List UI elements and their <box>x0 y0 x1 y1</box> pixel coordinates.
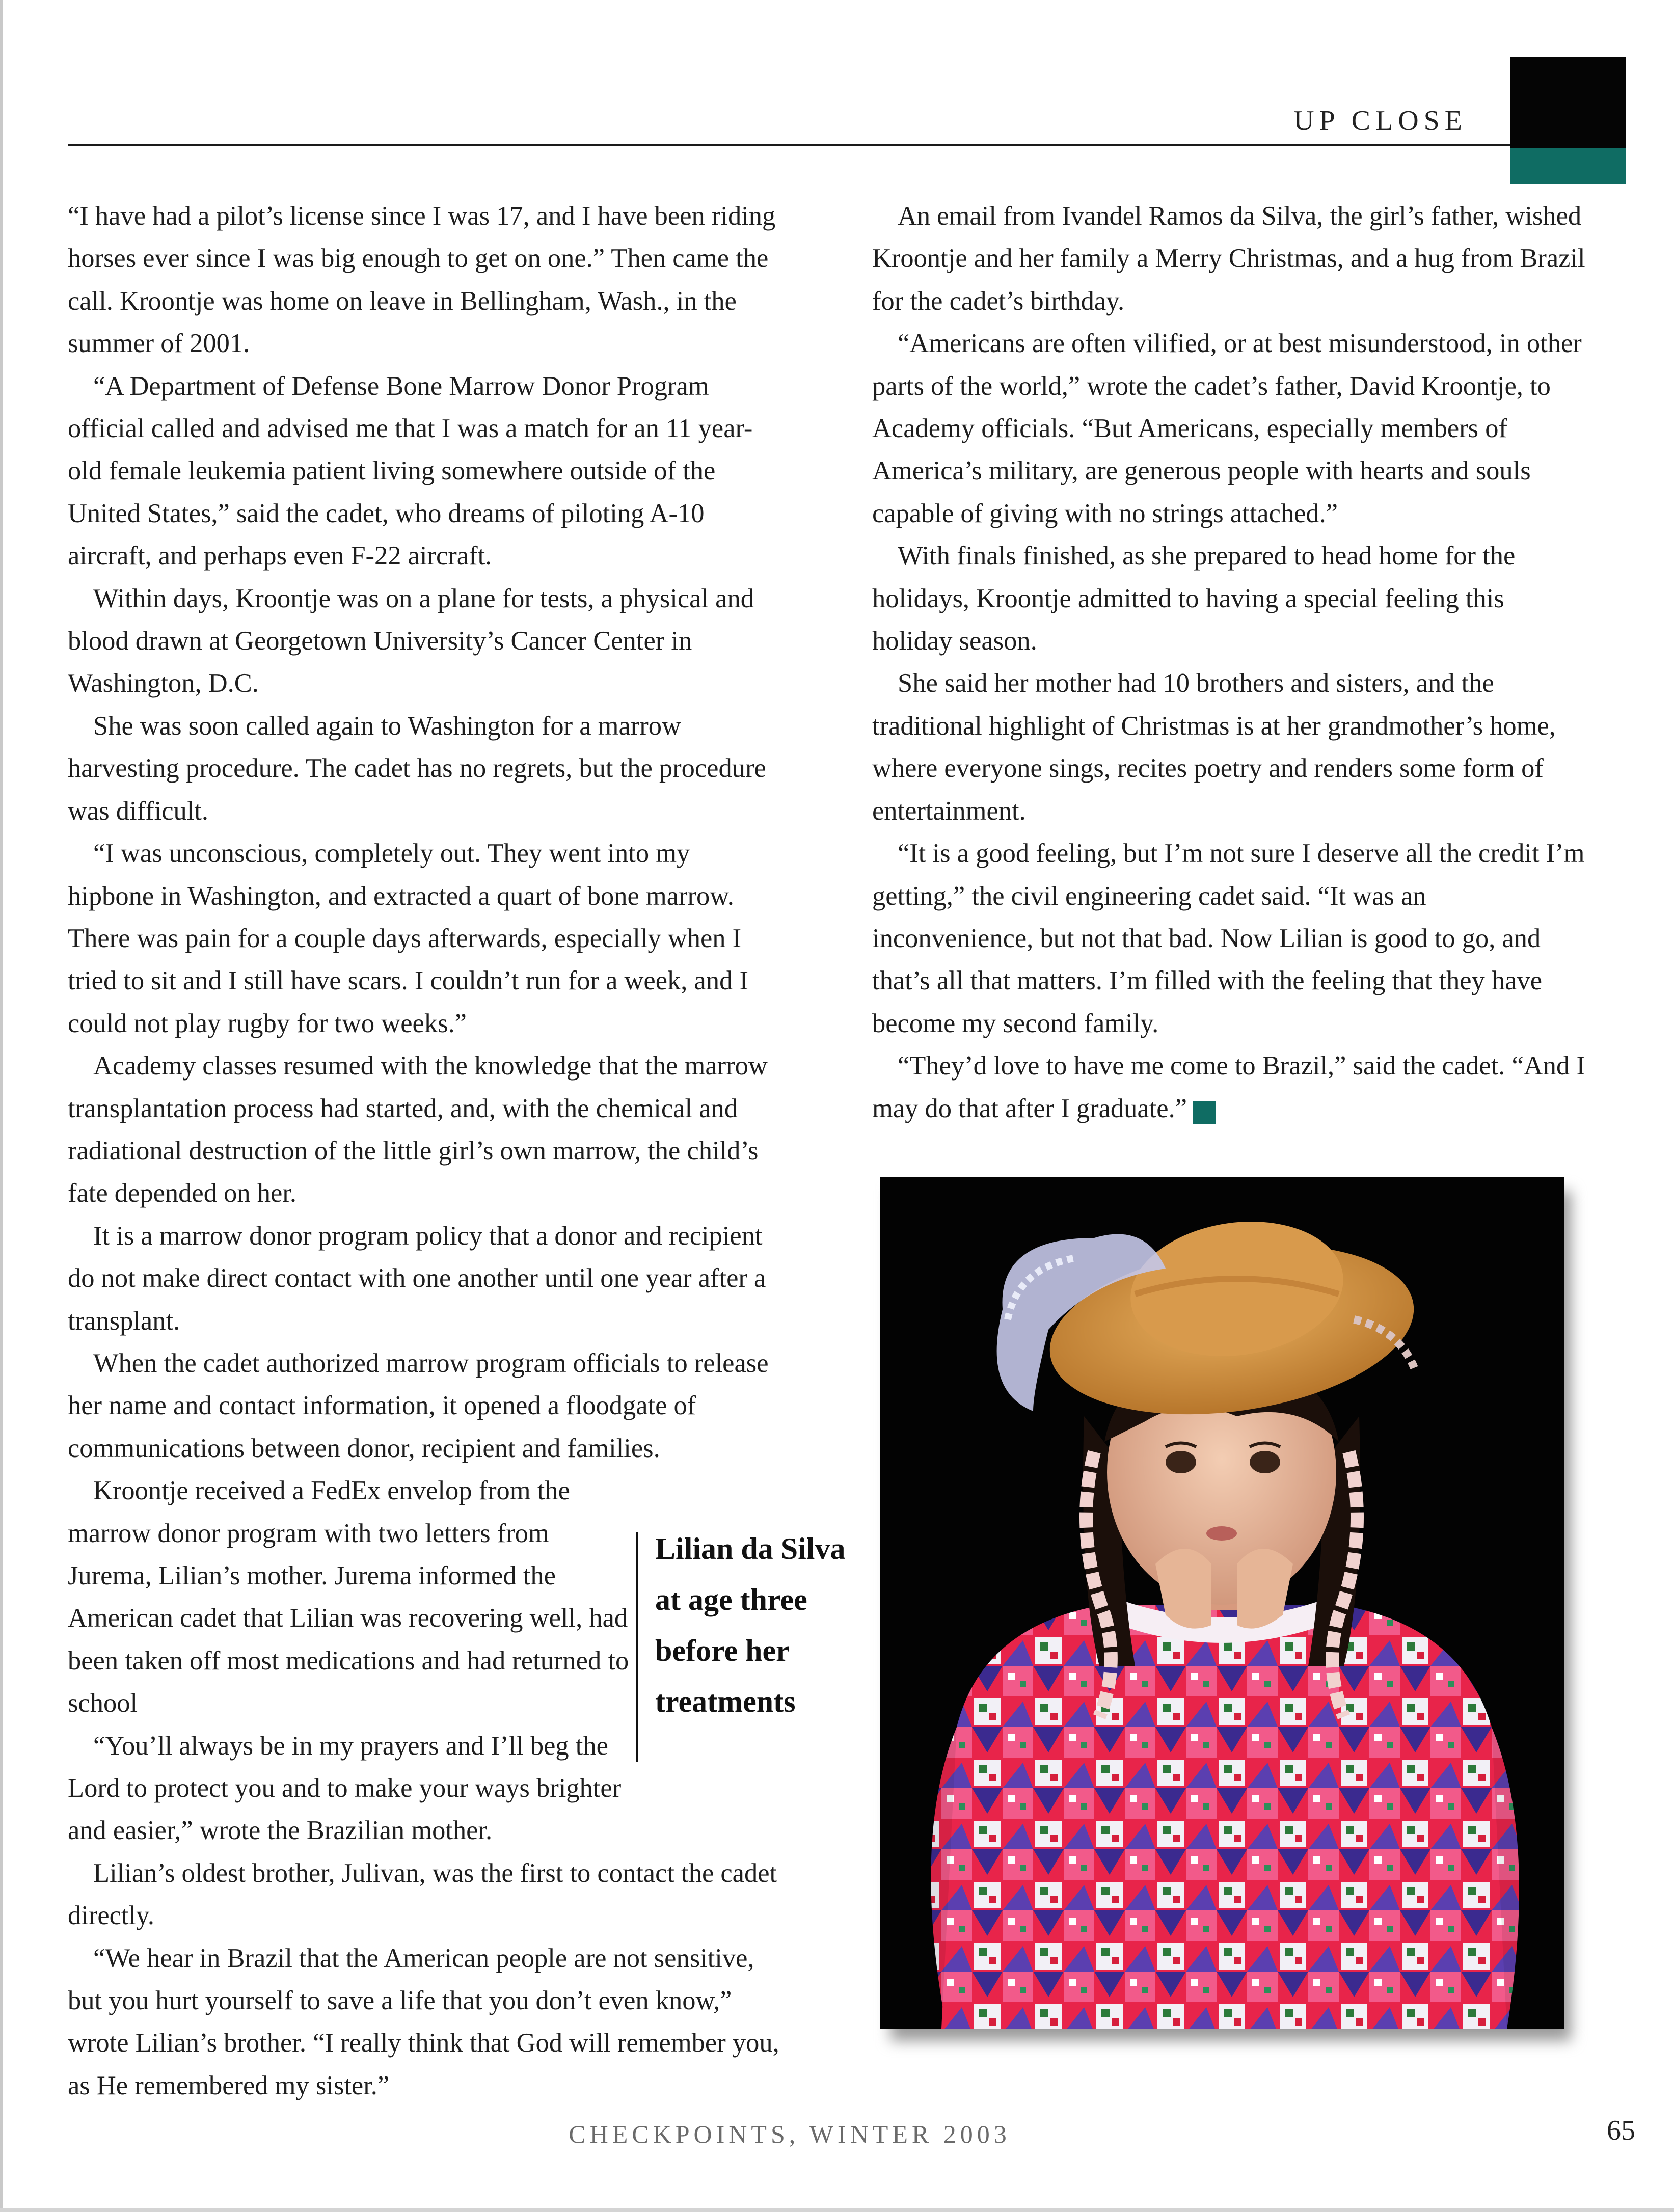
paragraph: It is a marrow donor program policy that a donor and recipient do not make direct contact with one another until one year after a transplant. <box>68 1221 766 1336</box>
paragraph: With finals finished, as she prepared to head home for the holidays, Kroontje admitted to having a special feeling this holiday season. <box>872 541 1516 656</box>
right-column <box>872 195 1585 1130</box>
paragraph: When the cadet authorized marrow program officials to release her name and contact information, it opened a floodgate of communications between donor, recipient and families. <box>68 1348 769 1463</box>
paragraph: Within days, Kroontje was on a plane for tests, a physical and blood drawn at Georgetown University’s Cancer Center in Washington, D.C. <box>68 583 754 698</box>
corner-accent <box>1510 148 1626 184</box>
photo-caption <box>655 1523 869 1727</box>
final-paragraph <box>872 1045 1585 1130</box>
paragraph: She was soon called again to Washington for a marrow harvesting procedure. The cadet has no regrets, but the procedure was difficult. <box>68 711 766 826</box>
final-paragraph-text: “They’d love to have me come to Brazil,” said the cadet. “And I may do that after I graduate.” <box>872 1051 1585 1123</box>
paragraph: “We hear in Brazil that the American people are not sensitive, but you hurt yourself to save a life that you don’t even know,” wrote Lilian’s brother. “I really think that God will remember you, as He remembered my sister.” <box>68 1943 779 2100</box>
header-rule <box>68 144 1560 146</box>
paragraph: “You’ll always be in my prayers and I’ll beg the Lord to protect you and to make your ways brighter and easier,” wrote the Brazilian mother. <box>68 1731 622 1846</box>
paragraph: “It is a good feeling, but I’m not sure I deserve all the credit I’m getting,” the civil engineering cadet said. “It was an inconvenience, but not that bad. Now Lilian is good to go, and that’s all that matters. I’m filled with the feeling that they have become my second family. <box>872 839 1585 1038</box>
paragraph: Lilian’s oldest brother, Julivan, was the first to contact the cadet directly. <box>68 1858 777 1931</box>
caption-line: Lilian da Silva <box>655 1532 846 1566</box>
publication-footer: CHECKPOINTS, WINTER 2003 <box>569 2120 1011 2148</box>
page-edge-shadow <box>0 0 3 2212</box>
paragraph: She said her mother had 10 brothers and sisters, and the traditional highlight of Christmas is at her grandmother’s home, where everyone sings, recites poetry and renders some form of entertainment. <box>872 668 1556 826</box>
paragraph: Academy classes resumed with the knowledge that the marrow transplantation process had started, and, with the chemical and radiational destruction of the little girl’s own marrow, the child’s fate depended on her. <box>68 1051 768 1208</box>
paragraph: An email from Ivandel Ramos da Silva, the girl’s father, wished Kroontje and her family a Merry Christmas, and a hug from Brazil for the cadet’s birthday. <box>872 201 1585 316</box>
caption-line: at age three <box>655 1583 807 1616</box>
paragraph: “A Department of Defense Bone Marrow Donor Program official called and advised me that I was a match for an 11 year-old female leukemia patient living somewhere outside of the United States,” said the cadet, who dreams of piloting A-10 aircraft, and perhaps even F-22 aircraft. <box>68 371 753 571</box>
paragraph: “I was unconscious, completely out. They went into my hipbone in Washington, and extracted a quart of bone marrow. There was pain for a couple days afterwards, especially when I tried to sit and I still have scars. I couldn’t run for a week, and I could not play rugby for two weeks.” <box>68 839 748 1038</box>
section-label: UP CLOSE <box>1293 105 1467 137</box>
portrait-illustration <box>880 1177 1564 2029</box>
left-column <box>68 195 781 2107</box>
paragraph: Kroontje received a FedEx envelop from the marrow donor program with two letters from Jurema, Lilian’s mother. Jurema informed the American cadet that Lilian was recovering well, had been taken off most medications and had returned to school <box>68 1476 629 1718</box>
paragraph: “I have had a pilot’s license since I was 17, and I have been riding horses ever since I was big enough to get on one.” Then came the call. Kroontje was home on leave in Bellingham, Wash., in the summer of 2001. <box>68 201 776 359</box>
caption-rule <box>636 1532 638 1762</box>
page-number: 65 <box>1607 2115 1635 2146</box>
caption-line: treatments <box>655 1685 796 1718</box>
caption-line: before her <box>655 1634 790 1667</box>
narrow-text-block <box>68 1470 638 1852</box>
paragraph: “Americans are often vilified, or at best misunderstood, in other parts of the world,” wrote the cadet’s father, David Kroontje, to Academy officials. “But Americans, especially members of America’s military, are generous people with hearts and souls capable of giving with no strings attached.” <box>872 329 1582 528</box>
child-portrait-photo <box>880 1177 1564 2029</box>
checkmark-box-icon: ✓ <box>1193 1101 1216 1124</box>
page-bottom-edge <box>0 2208 1674 2212</box>
